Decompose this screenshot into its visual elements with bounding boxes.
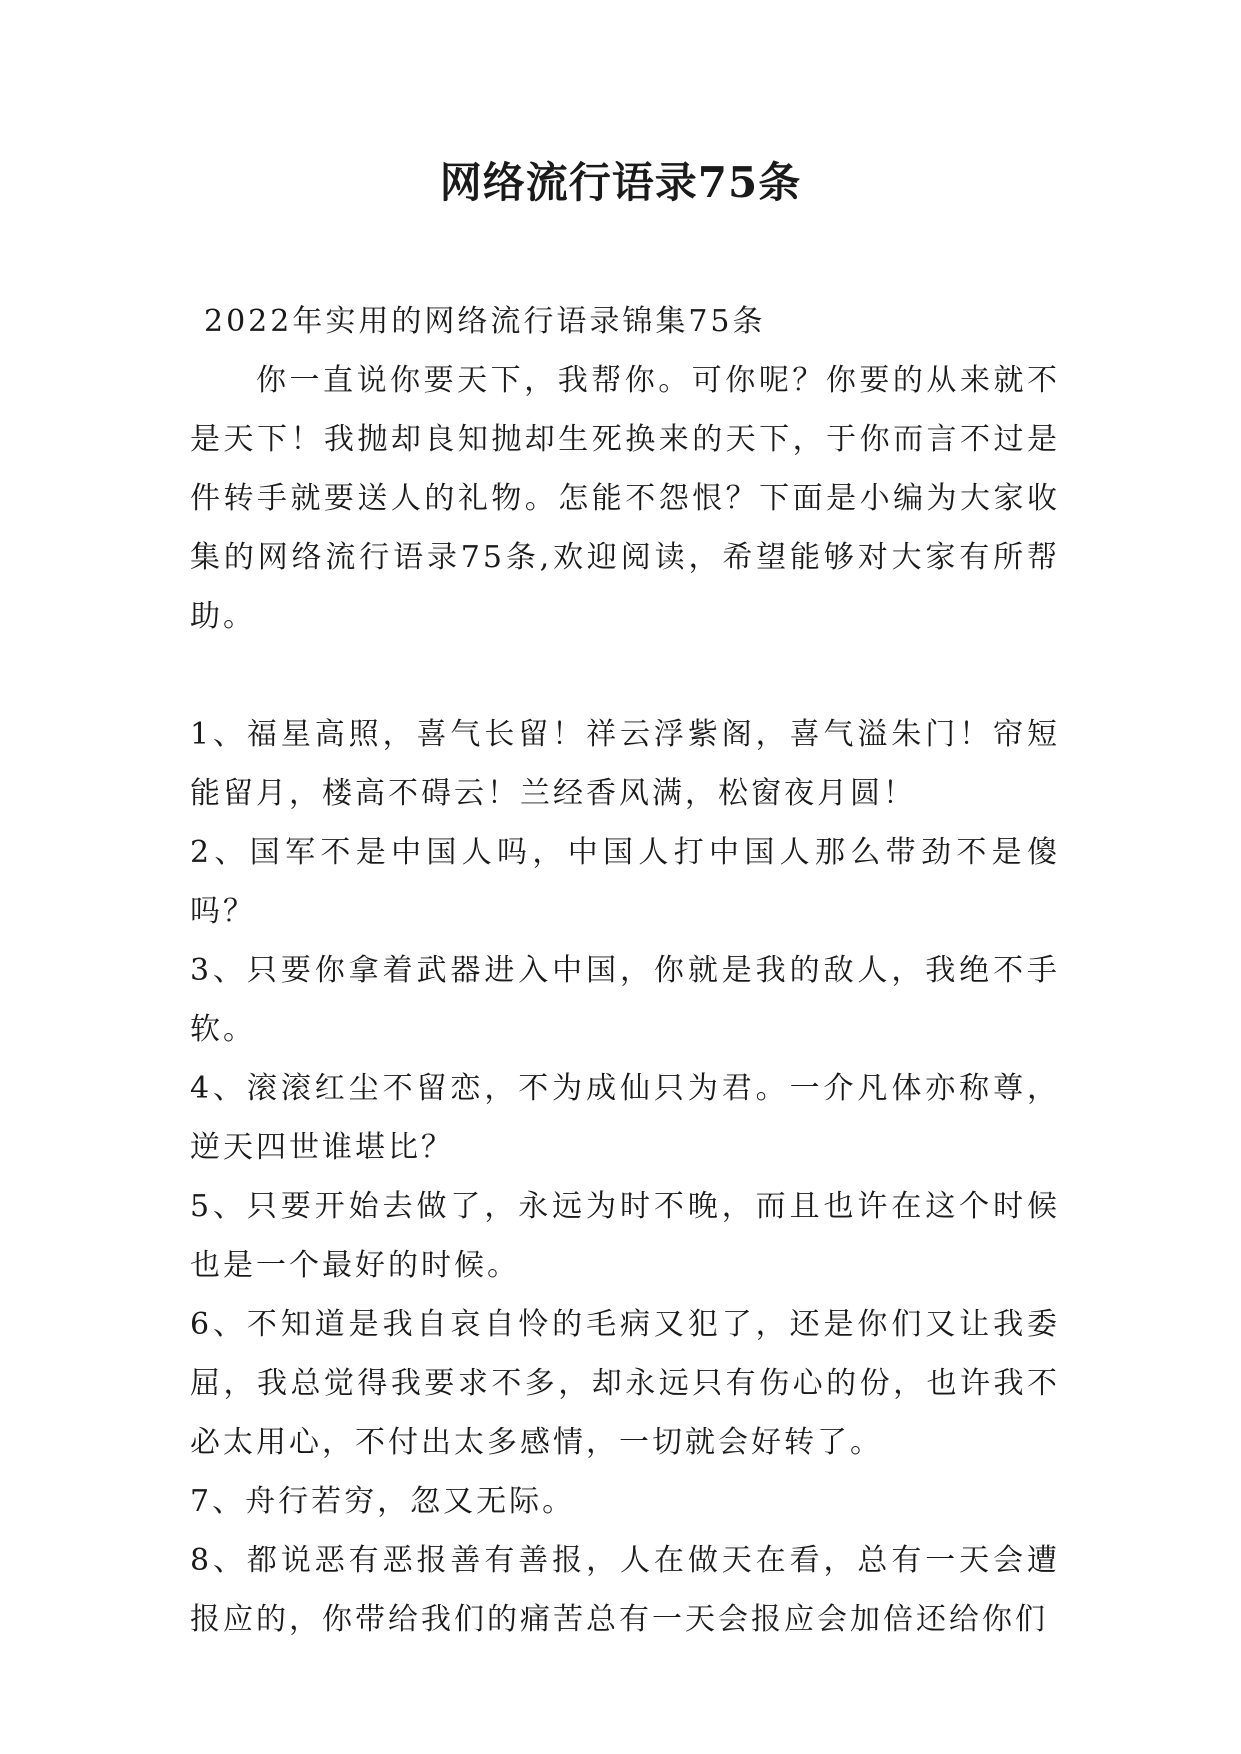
- quote-item: 6、不知道是我自哀自怜的毛病又犯了，还是你们又让我委屈，我总觉得我要求不多，却永远只有伤心的份，也许我不必太用心，不付出太多感情，一切就会好转了。: [190, 1307, 1060, 1460]
- intro-paragraph: 你一直说你要天下，我帮你。可你呢？你要的从来就不是天下！我抛却良知抛却生死换来的天下，于你而言不过是件转手就要送人的礼物。怎能不怨恨？下面是小编为大家收集的网络流行语录75条,欢迎阅读，希望能够对大家有所帮助。: [190, 363, 1060, 634]
- quote-item: 8、都说恶有恶报善有善报，人在做天在看，总有一天会遭报应的，你带给我们的痛苦总有一天会报应会加倍还给你们: [190, 1543, 1060, 1637]
- document-body: [190, 292, 1060, 1649]
- quote-item: 3、只要你拿着武器进入中国，你就是我的敌人，我绝不手软。: [190, 953, 1060, 1047]
- quote-list: [190, 705, 1060, 1649]
- quote-item: 1、福星高照，喜气长留！祥云浮紫阁，喜气溢朱门！帘短能留月，楼高不碍云！兰经香风满，松窗夜月圆！: [190, 717, 1060, 811]
- document-subtitle: 2022年实用的网络流行语录锦集75条: [204, 304, 766, 339]
- quote-item: 2、国军不是中国人吗，中国人打中国人那么带劲不是傻吗？: [190, 835, 1060, 929]
- quote-item: 4、滚滚红尘不留恋，不为成仙只为君。一介凡体亦称尊，逆天四世谁堪比？: [190, 1071, 1060, 1165]
- quote-item: 5、只要开始去做了，永远为时不晚，而且也许在这个时候也是一个最好的时候。: [190, 1189, 1060, 1283]
- paragraph-spacer: [190, 646, 1060, 705]
- document-title: 网络流行语录75条: [439, 158, 802, 207]
- quote-item: 7、舟行若穷，忽又无际。: [190, 1484, 576, 1519]
